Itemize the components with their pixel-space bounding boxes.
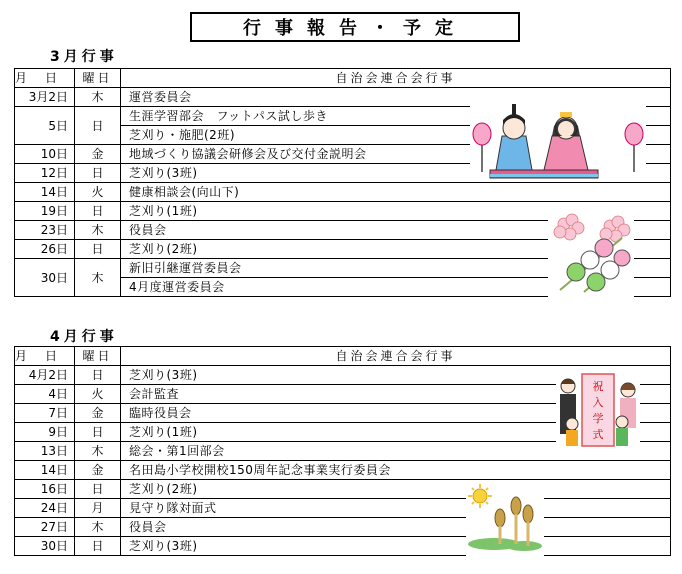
row-date: 13日 <box>15 442 75 461</box>
table-row <box>15 480 671 499</box>
row-event: 役員会 <box>121 221 671 240</box>
row-dow: 木 <box>75 518 121 537</box>
row-date: 14日 <box>15 183 75 202</box>
row-event: 芝刈り(1班) <box>121 423 671 442</box>
row-dow: 月 <box>75 499 121 518</box>
row-event: 運営委員会 <box>121 88 671 107</box>
row-dow: 日 <box>75 480 121 499</box>
row-dow: 金 <box>75 461 121 480</box>
header-date: 月 日 <box>15 69 75 88</box>
row-dow: 日 <box>75 366 121 385</box>
table-row <box>15 183 671 202</box>
row-event: 芝刈り(2班) <box>121 480 671 499</box>
row-date: 27日 <box>15 518 75 537</box>
table-header-row <box>15 69 671 88</box>
sign-char-2: 入 <box>592 396 604 409</box>
row-dow: 木 <box>75 221 121 240</box>
row-event: 見守り隊対面式 <box>121 499 671 518</box>
sakura-dango-illustration <box>548 212 634 298</box>
row-date: 10日 <box>15 145 75 164</box>
row-date: 30日 <box>15 537 75 556</box>
row-event: 役員会 <box>121 518 671 537</box>
april-heading: 4月行事 <box>50 329 118 345</box>
row-dow: 日 <box>75 202 121 221</box>
row-date: 16日 <box>15 480 75 499</box>
row-event: 健康相談会(向山下) <box>121 183 671 202</box>
row-date: 12日 <box>15 164 75 183</box>
row-date: 5日 <box>15 107 75 145</box>
row-event: 芝刈り(2班) <box>121 240 671 259</box>
row-event: 芝刈り・施肥(2班) <box>121 126 671 145</box>
row-date: 4月2日 <box>15 366 75 385</box>
sign-char-1: 祝 <box>592 380 604 393</box>
document-title: 行事報告・予定 <box>190 12 520 42</box>
row-dow: 日 <box>75 537 121 556</box>
table-header-row <box>15 347 671 366</box>
row-date: 30日 <box>15 259 75 297</box>
header-event: 自治会連合会行事 <box>121 69 671 88</box>
header-event: 自治会連合会行事 <box>121 347 671 366</box>
row-date: 19日 <box>15 202 75 221</box>
row-dow: 火 <box>75 385 121 404</box>
row-event: 新旧引継運営委員会 <box>121 259 671 278</box>
row-event: 生涯学習部会 フットパス試し歩き <box>121 107 671 126</box>
row-event: 芝刈り(1班) <box>121 202 671 221</box>
row-date: 26日 <box>15 240 75 259</box>
header-dow: 曜日 <box>75 347 121 366</box>
row-date: 24日 <box>15 499 75 518</box>
row-dow: 木 <box>75 442 121 461</box>
row-event: 4月度運営委員会 <box>121 278 671 297</box>
school-entrance-illustration <box>556 372 640 452</box>
table-row <box>15 499 671 518</box>
row-event: 芝刈り(3班) <box>121 164 671 183</box>
row-dow: 木 <box>75 259 121 297</box>
row-dow: 金 <box>75 404 121 423</box>
march-heading: 3月行事 <box>50 49 118 65</box>
sign-char-4: 式 <box>592 428 604 441</box>
table-row <box>15 461 671 480</box>
row-dow: 火 <box>75 183 121 202</box>
row-dow: 日 <box>75 107 121 145</box>
row-dow: 日 <box>75 164 121 183</box>
row-dow: 金 <box>75 145 121 164</box>
row-date: 3月2日 <box>15 88 75 107</box>
row-dow: 木 <box>75 88 121 107</box>
row-date: 14日 <box>15 461 75 480</box>
row-dow: 日 <box>75 423 121 442</box>
sign-char-3: 学 <box>592 412 604 425</box>
row-event: 総会・第1回部会 <box>121 442 671 461</box>
table-row <box>15 537 671 556</box>
row-event: 芝刈り(3班) <box>121 366 671 385</box>
row-event: 地域づくり協議会研修会及び交付金説明会 <box>121 145 671 164</box>
row-date: 4日 <box>15 385 75 404</box>
header-date: 月 日 <box>15 347 75 366</box>
row-event: 臨時役員会 <box>121 404 671 423</box>
row-event: 名田島小学校開校150周年記念事業実行委員会 <box>121 461 671 480</box>
row-date: 23日 <box>15 221 75 240</box>
table-row <box>15 518 671 537</box>
row-dow: 日 <box>75 240 121 259</box>
horsetail-sun-illustration <box>466 482 544 558</box>
hina-dolls-illustration <box>470 96 646 182</box>
row-event: 会計監査 <box>121 385 671 404</box>
row-date: 7日 <box>15 404 75 423</box>
row-date: 9日 <box>15 423 75 442</box>
header-dow: 曜日 <box>75 69 121 88</box>
row-event: 芝刈り(3班) <box>121 537 671 556</box>
